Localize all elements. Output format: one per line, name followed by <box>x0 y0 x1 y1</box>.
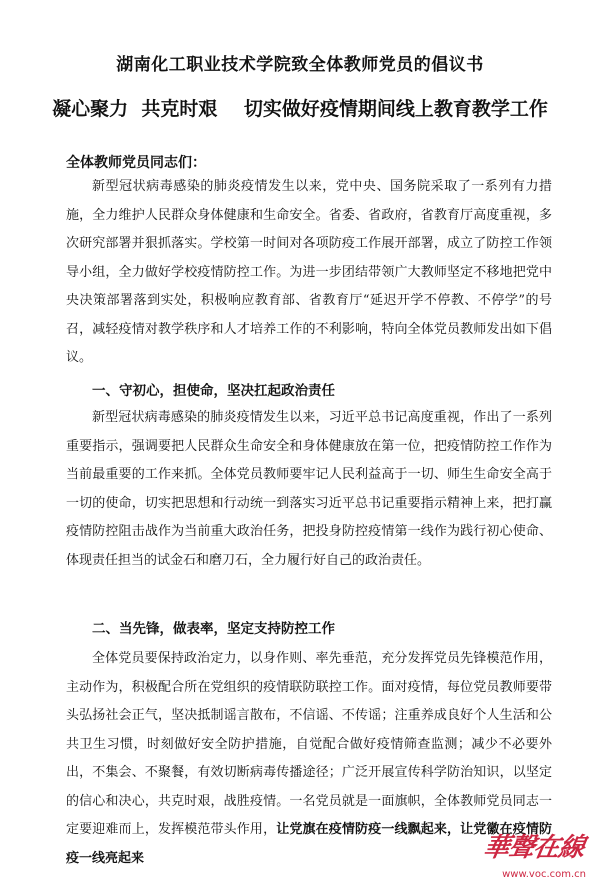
paragraph-section-1: 新型冠状病毒感染的肺炎疫情发生以来，习近平总书记高度重视，作出了一系列重要指示，强调要把人民群众生命安全和身体健康放在第一位，把疫情防控工作作为当前最重要的工作来抓。全体党员教师要牢记人民利益高于一切、师生生命安全高于一切的使命，切实把思想和行动统一到落实习近平总书记重要指示精神上来，把打赢疫情防控阻击战作为当前重大政治任务，把投身防控疫情第一线作为践行初心使命、体现责任担当的试金石和磨刀石，全力履行好自己的政治责任。 <box>66 410 552 568</box>
salutation: 全体教师党员同志们： <box>66 155 206 171</box>
paragraph-section-2-bold: 让党旗在疫情防疫一线飘起来，让党徽在疫情防疫一线亮起来 <box>66 822 552 866</box>
document-subtitle: 凝心聚力 共克时艰 切实做好疫情期间线上教育教学工作 <box>52 98 548 120</box>
document-title: 湖南化工职业技术学院致全体教师党员的倡议书 <box>116 55 484 75</box>
voc-watermark <box>480 822 590 884</box>
watermark-url: www.voc.com.cn <box>502 869 586 880</box>
paragraph-section-2-text: 全体党员要保持政治定力，以身作则、率先垂范，充分发挥党员先锋模范作用，主动作为，积极配合所在党组织的疫情联防联控工作。面对疫情，每位党员教师要带头弘扬社会正气，坚决抵制谣言散布，不信谣、不传谣；注重养成良好个人生活和公共卫生习惯，时刻做好安全防护措施，自觉配合做好疫情筛查监测；减少不必要外出，不集会、不聚餐，有效切断病毒传播途径；广泛开展宣传科学防治知识，以坚定的信心和决心，共克时艰，战胜疫情。一名党员就是一面旗帜，全体教师党员同志一定要迎难而上，发挥模范带头作用， <box>66 651 552 837</box>
section-heading-1: 一、守初心，担使命，坚决扛起政治责任 <box>92 383 335 399</box>
paragraph-intro: 新型冠状病毒感染的肺炎疫情发生以来，党中央、国务院采取了一系列有力措施，全力维护人民群众身体健康和生命安全。省委、省政府，省教育厅高度重视，多次研究部署并狠抓落实。学校第一时间对各项防疫工作展开部署，成立了防控工作领导小组，全力做好学校疫情防控工作。为进一步团结带领广大教师坚定不移地把党中央决策部署落到实处，积极响应教育部、省教育厅“延迟开学不停教、不停学”的号召，减轻疫情对教学秩序和人才培养工作的不利影响，特向全体党员教师发出如下倡议。 <box>66 179 552 365</box>
watermark-logo: 華聲在線 <box>480 833 587 863</box>
section-heading-2: 二、当先锋，做表率，坚定支持防控工作 <box>92 621 335 637</box>
